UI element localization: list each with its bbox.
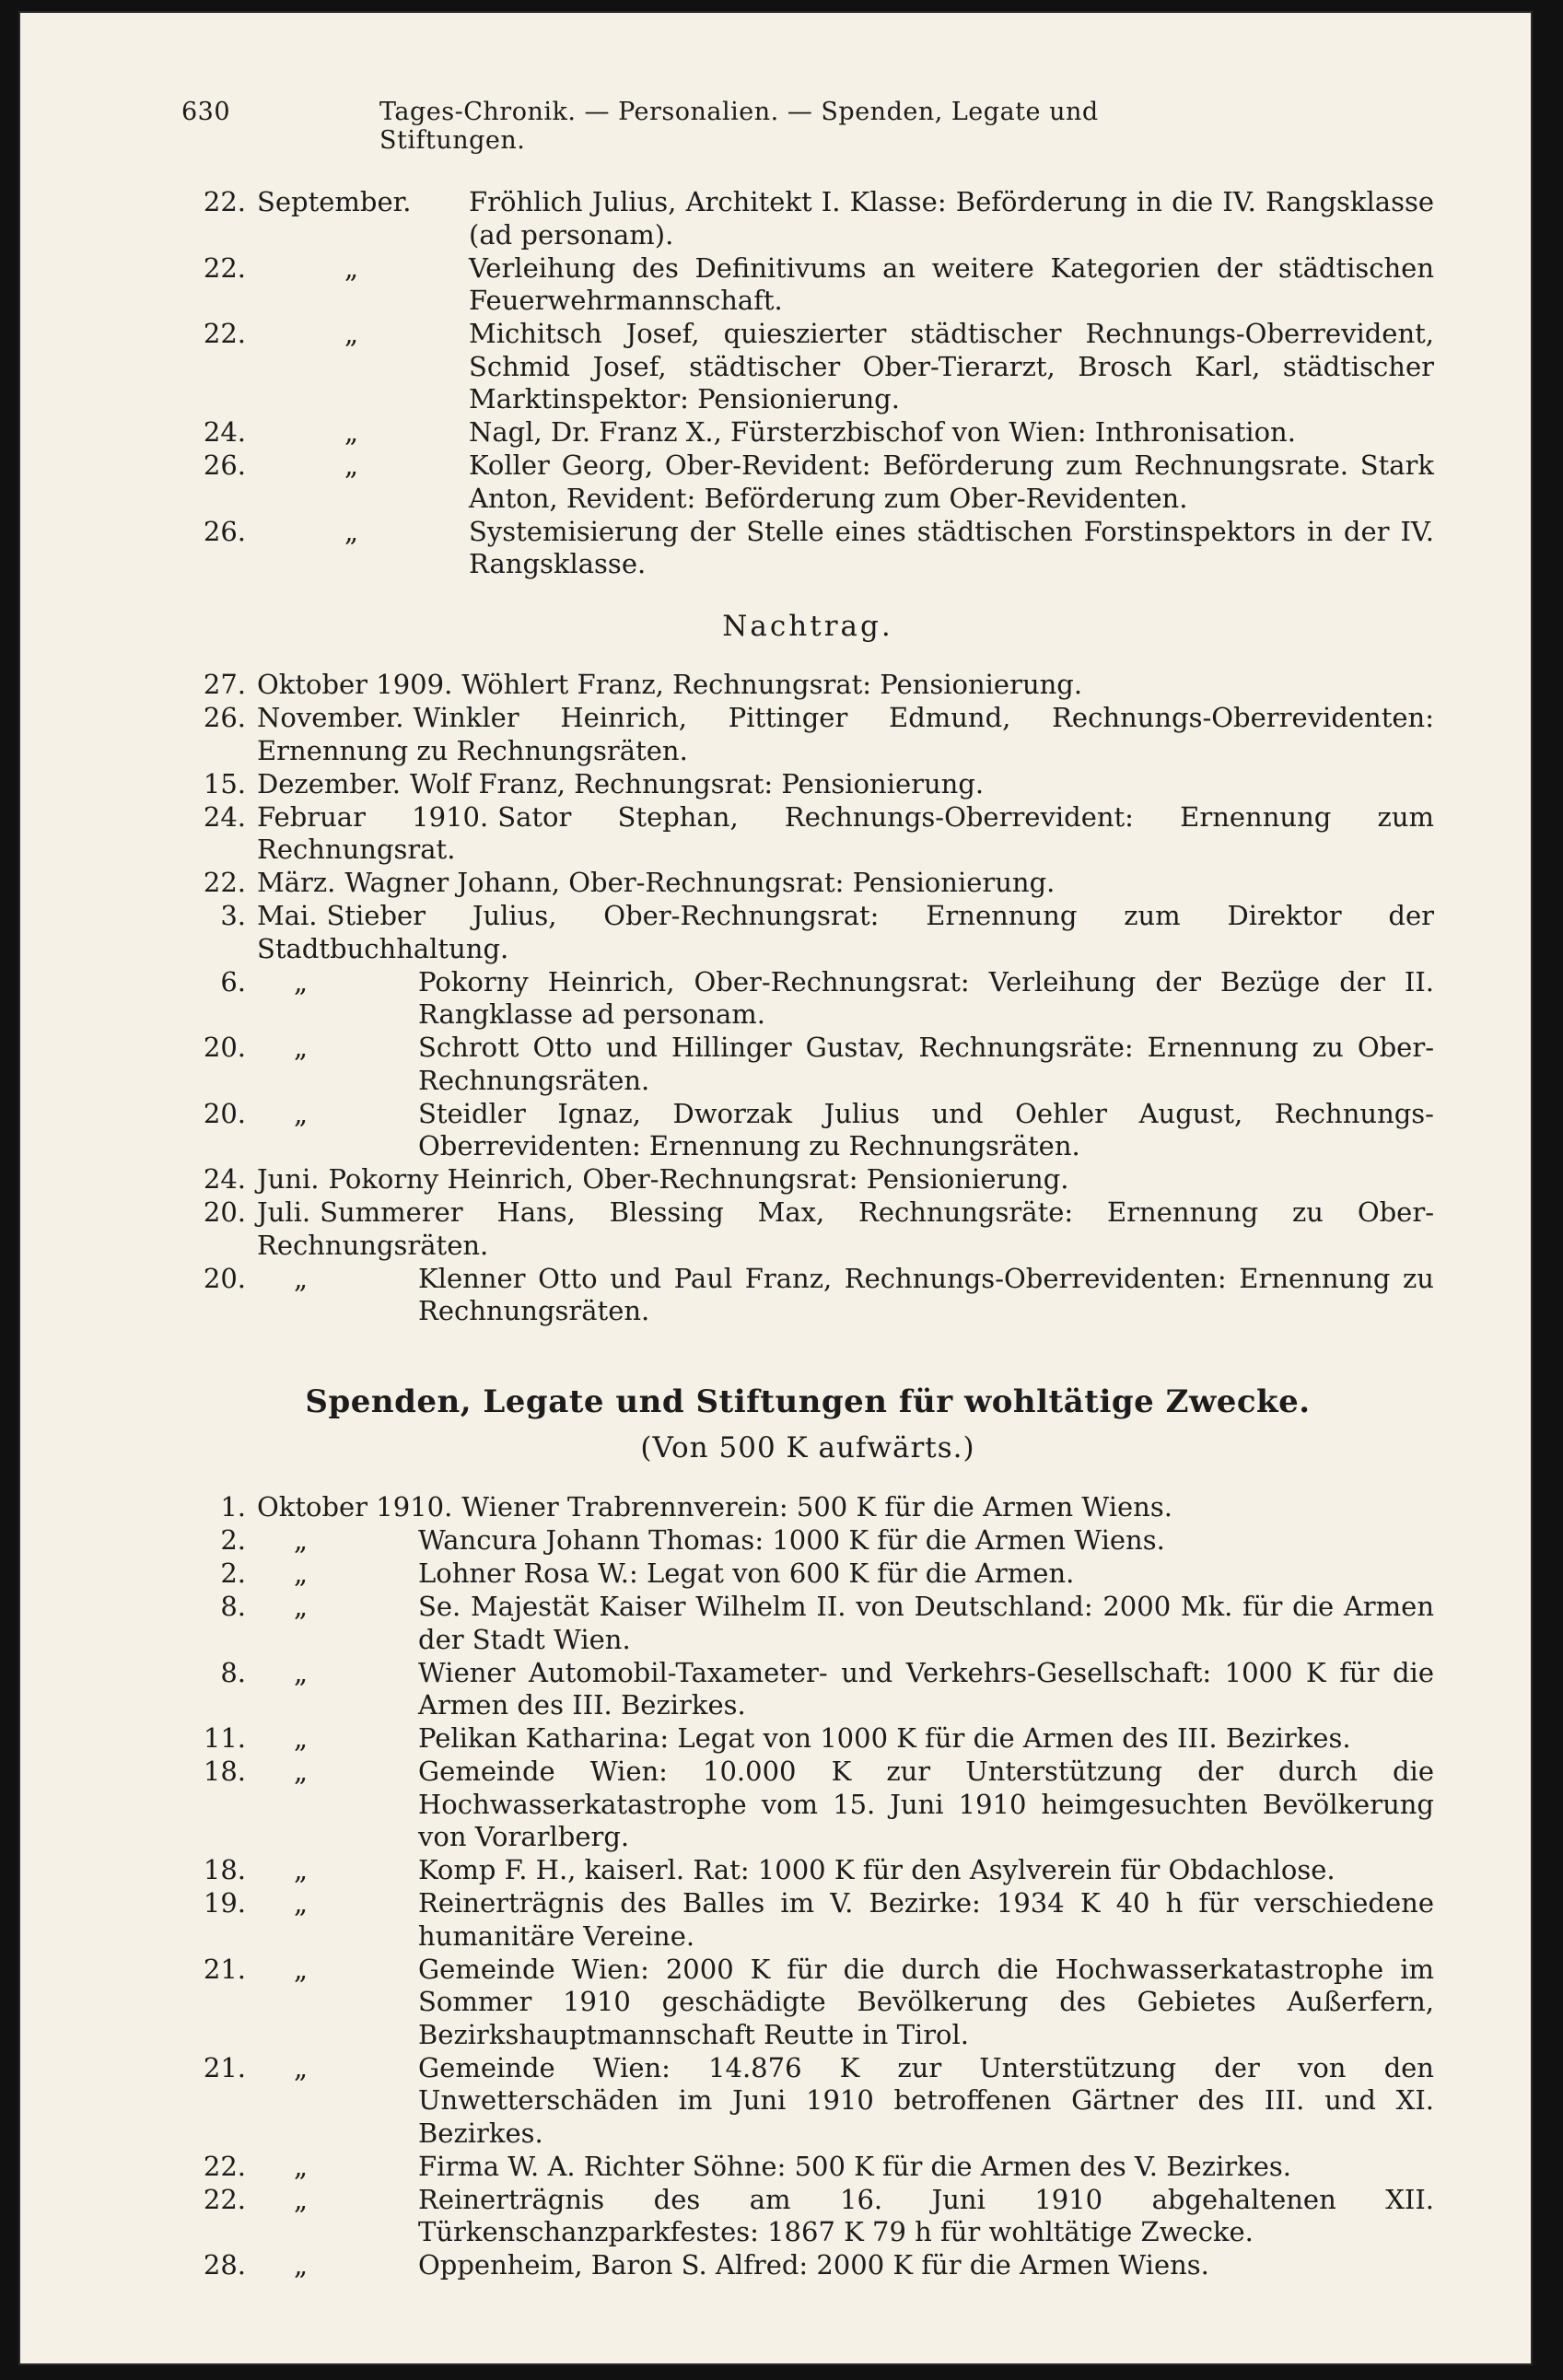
spenden-subheading: (Von 500 K aufwärts.): [640, 1431, 975, 1464]
list-item: 2. „ Lohner Rosa W.: Legat von 600 K für die Armen.: [220, 1558, 1075, 1589]
page-number: 630: [181, 98, 231, 126]
list-item: 8. „ Se. Majestät Kaiser Wilhelm II. von Deutschland: 2000 Mk. für die Armen der Stadt Wien.: [220, 1591, 1434, 1655]
list-item: 22. „ Verleihung des Definitivums an weitere Kategorien der städtischen Feuerwehrmannschaft.: [203, 251, 1434, 316]
list-item: 20. „ Schrott Otto und Hillinger Gustav, Rechnungsräte: Ernennung zu Ober-Rechnungsräten.: [203, 1032, 1434, 1096]
spenden-heading: Spenden, Legate und Stiftungen für wohltätige Zwecke.: [305, 1383, 1311, 1420]
list-item: 3. Mai. Stieber Julius, Ober-Rechnungsrat: Ernennung zum Direktor der Stadtbuchhaltung.: [220, 900, 1434, 964]
list-item: 24. „ Nagl, Dr. Franz X., Fürsterzbischof von Wien: Inthronisation.: [203, 416, 1296, 448]
personalien-list: [181, 186, 1434, 581]
list-item: 22. „ Michitsch Josef, quieszierter städtischer Rechnungs-Oberrevident, Schmid Josef, städtischer Ober-Tierarzt, Brosch Karl, städtischer Marktinspektor: Pensionierung.: [203, 318, 1434, 414]
list-item: 22. „ Reinerträgnis des am 16. Juni 1910 abgehaltenen XII. Türkenschanzparkfestes: 1867 K 79 h für wohltätige Zwecke.: [203, 2183, 1434, 2247]
running-title: Tages-Chronik. — Personalien. — Spenden, Legate und Stiftungen.: [379, 98, 1099, 155]
list-item: 22. März. Wagner Johann, Ober-Rechnungsrat: Pensionierung.: [203, 867, 1056, 898]
list-item: 18. „ Komp F. H., kaiserl. Rat: 1000 K für den Asylverein für Obdachlose.: [203, 1854, 1336, 1885]
list-item: 19. „ Reinerträgnis des Balles im V. Bezirke: 1934 K 40 h für verschiedene humanitäre Vereine.: [203, 1887, 1434, 1952]
list-item: 24. Juni. Pokorny Heinrich, Ober-Rechnungsrat: Pensionierung.: [203, 1163, 1069, 1195]
list-item: 15. Dezember. Wolf Franz, Rechnungsrat: Pensionierung.: [203, 767, 985, 799]
list-item: 8. „ Wiener Automobil-Taxameter- und Verkehrs-Gesellschaft: 1000 K für die Armen des III. Bezirkes.: [220, 1656, 1434, 1721]
list-item: 20. „ Steidler Ignaz, Dworzak Julius und Oehler August, Rechnungs-Oberrevidenten: Ernennung zu Rechnungsräten.: [203, 1097, 1434, 1161]
list-item: 2. „ Wancura Johann Thomas: 1000 K für die Armen Wiens.: [220, 1524, 1165, 1556]
list-item: 6. „ Pokorny Heinrich, Ober-Rechnungsrat: Verleihung der Bezüge der II. Rangklasse ad personam.: [220, 965, 1434, 1030]
list-item: 26. „ Koller Georg, Ober-Revident: Beförderung zum Rechnungsrate. Stark Anton, Revident: Beförderung zum Ober-Revidenten.: [203, 449, 1434, 514]
list-item: 26. „ Systemisierung der Stelle eines städtischen Forstinspektors in der IV. Rangsklasse.: [203, 515, 1434, 579]
list-item: 22. „ Firma W. A. Richter Söhne: 500 K für die Armen des V. Bezirkes.: [203, 2150, 1291, 2182]
list-item: 22. September. Fröhlich Julius, Architekt I. Klasse: Beförderung in die IV. Rangsklasse (ad personam).: [203, 186, 1434, 251]
list-item: 26. November. Winkler Heinrich, Pittinger Edmund, Rechnungs-Oberrevidenten: Ernennung zu Rechnungsräten.: [203, 702, 1434, 766]
list-item: 11. „ Pelikan Katharina: Legat von 1000 K für die Armen des III. Bezirkes.: [203, 1722, 1351, 1754]
list-item: 21. „ Gemeinde Wien: 2000 K für die durch die Hochwasserkatastrophe im Sommer 1910 geschädigte Bevölkerung des Gebietes Außerfern, Bezirkshauptmannschaft Reutte in Tirol.: [203, 1953, 1434, 2050]
list-item: 20. Juli. Summerer Hans, Blessing Max, Rechnungsräte: Ernennung zu Ober-Rechnungsräten.: [203, 1196, 1434, 1261]
nachtrag-heading: Nachtrag.: [722, 610, 893, 643]
page: [20, 13, 1531, 2363]
list-item: 28. „ Oppenheim, Baron S. Alfred: 2000 K für die Armen Wiens.: [203, 2249, 1209, 2281]
spenden-list: [181, 1491, 1434, 2282]
list-item: 1. Oktober 1910. Wiener Trabrennverein: 500 K für die Armen Wiens.: [220, 1491, 1172, 1522]
list-item: 24. Februar 1910. Sator Stephan, Rechnungs-Oberrevident: Ernennung zum Rechnungsrat.: [203, 800, 1434, 865]
list-item: 18. „ Gemeinde Wien: 10.000 K zur Unterstützung der durch die Hochwasserkatastrophe vom 15. Juni 1910 heimgesuchten Bevölkerung von Vorarlberg.: [203, 1756, 1434, 1852]
list-item: 27. Oktober 1909. Wöhlert Franz, Rechnungsrat: Pensionierung.: [203, 669, 1083, 700]
list-item: 20. „ Klenner Otto und Paul Franz, Rechnungs-Oberrevidenten: Ernennung zu Rechnungsräten.: [203, 1262, 1434, 1326]
list-item: 21. „ Gemeinde Wien: 14.876 K zur Unterstützung der von den Unwetterschäden im Juni 1910 betroffenen Gärtner des III. und XI. Bezirkes.: [203, 2051, 1434, 2149]
nachtrag-list: [181, 669, 1434, 1328]
